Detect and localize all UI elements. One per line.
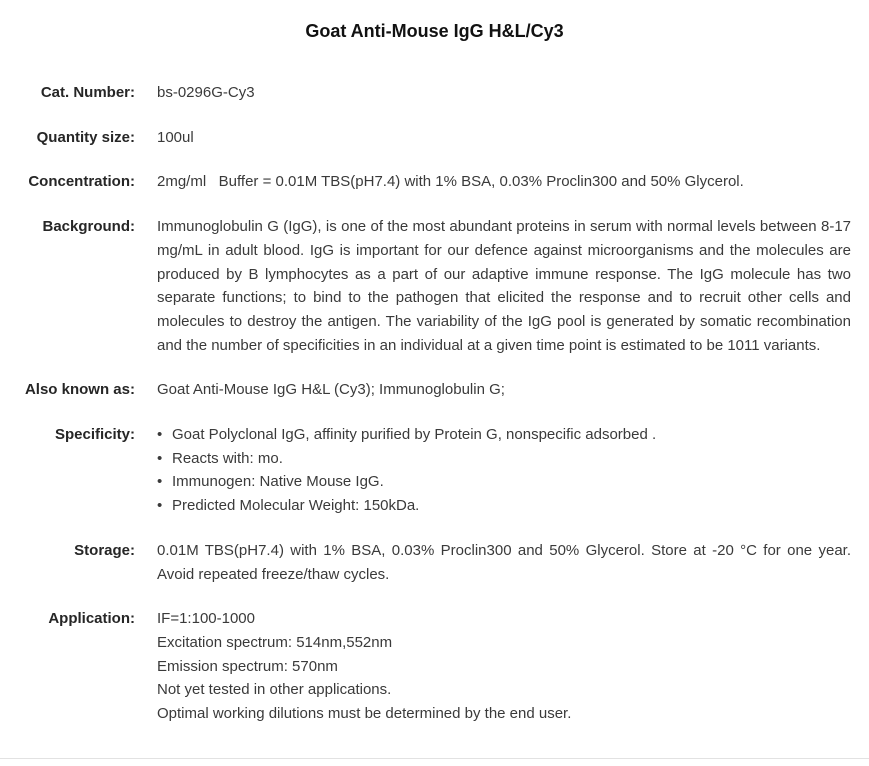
specificity-bullet-item — [157, 423, 851, 447]
quantity-size-value: 100ul — [157, 128, 194, 146]
application-line: Excitation spectrum: 514nm,552nm — [157, 633, 393, 651]
row-storage — [0, 539, 869, 586]
bullet-icon: • — [157, 426, 163, 444]
application-line: Optimal working dilutions must be determined by the end user. — [157, 705, 572, 723]
bullet-icon: • — [157, 449, 163, 467]
application-lines — [157, 607, 851, 726]
cat-number-label: Cat. Number: — [40, 84, 135, 101]
concentration-value: 2mg/ml Buffer = 0.01M TBS(pH7.4) with 1% BSA, 0.03% Proclin300 and 50% Glycerol. — [157, 173, 744, 191]
row-also-known-as — [0, 378, 869, 402]
row-quantity-size — [0, 126, 869, 150]
cat-number-value: bs-0296G-Cy3 — [157, 84, 255, 101]
specificity-bullet-text: Goat Polyclonal IgG, affinity purified by Protein G, nonspecific adsorbed . — [172, 426, 657, 444]
specificity-bullet-text: Predicted Molecular Weight: 150kDa. — [172, 497, 420, 515]
row-background — [0, 215, 869, 357]
background-label: Background: — [42, 218, 135, 236]
storage-value: 0.01M TBS(pH7.4) with 1% BSA, 0.03% Proclin300 and 50% Glycerol. Store at -20 °C for one year. Avoid repeated freeze/thaw cycles. — [157, 541, 851, 583]
concentration-label: Concentration: — [28, 173, 135, 191]
application-line: Not yet tested in other applications. — [157, 681, 392, 699]
specificity-bullet-item — [157, 494, 851, 518]
also-known-as-label: Also known as: — [24, 381, 135, 399]
background-value: Immunoglobulin G (IgG), is one of the most abundant proteins in serum with normal levels between 8-17 mg/mL in adult blood. IgG is important for our defence against microorganisms and the molecules are produced by B lymphocytes as a part of our adaptive immune response. The IgG molecule has two separate functions; to bind to the pathogen that elicited the response and to recruit other cells and molecules to destroy the antigen. The variability of the IgG pool is generated by somatic recombination and the number of specificities in an individual at a given time point is estimated to be 1011 variants. — [157, 218, 851, 354]
row-specificity — [0, 423, 869, 518]
specificity-bullet-item — [157, 447, 851, 471]
application-line: Emission spectrum: 570nm — [157, 657, 338, 675]
quantity-size-label: Quantity size: — [36, 128, 135, 146]
application-line: IF=1:100-1000 — [157, 610, 255, 628]
bottom-divider — [0, 758, 869, 759]
row-application — [0, 607, 869, 726]
specificity-bullet-text: Immunogen: Native Mouse IgG. — [172, 473, 384, 491]
specificity-bullet-list — [157, 423, 851, 518]
specificity-bullet-text: Reacts with: mo. — [172, 449, 283, 467]
page-title: Goat Anti-Mouse IgG H&L/Cy3 — [305, 21, 564, 41]
also-known-as-value: Goat Anti-Mouse IgG H&L (Cy3); Immunoglobulin G; — [157, 381, 505, 399]
row-cat-number — [0, 81, 869, 105]
application-label: Application: — [48, 610, 135, 628]
row-concentration — [0, 170, 869, 194]
specificity-bullet-item — [157, 470, 851, 494]
bullet-icon: • — [157, 473, 163, 491]
bullet-icon: • — [157, 497, 163, 515]
storage-label: Storage: — [74, 541, 135, 559]
specificity-label: Specificity: — [54, 426, 135, 444]
